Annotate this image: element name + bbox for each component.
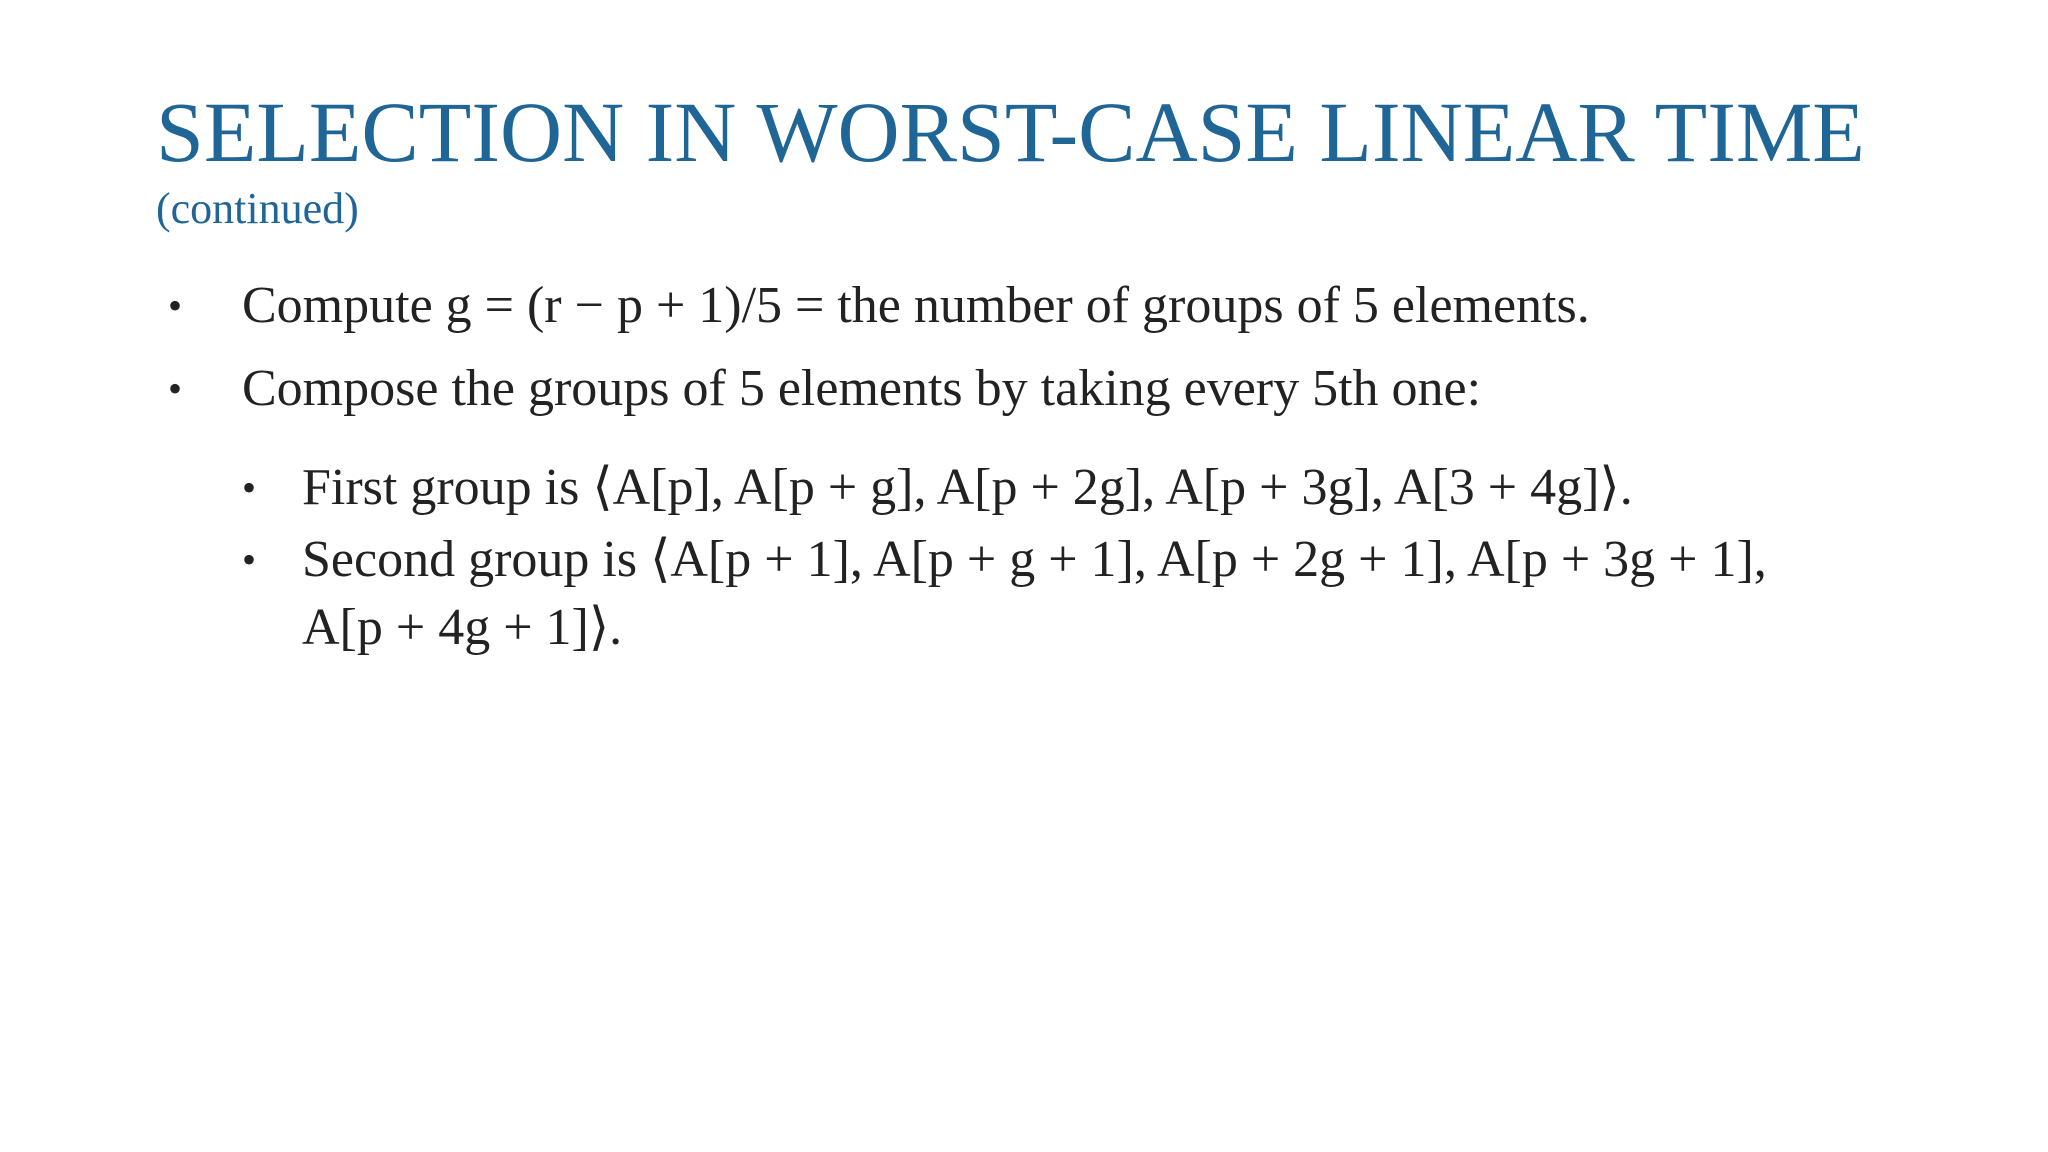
sub-bullet-second-group-continuation: A[p + 4g + 1]⟩. bbox=[302, 599, 623, 656]
sub-bullet-second-group: Second group is ⟨A[p + 1], A[p + g + 1], A[p + 2g + 1], A[p + 3g + 1], bbox=[302, 531, 1767, 588]
sub-bullet-marker: • bbox=[242, 537, 257, 582]
bullet-compose-groups: Compose the groups of 5 elements by taking every 5th one: bbox=[242, 360, 1482, 417]
bullet-compute-g: Compute g = (r − p + 1)/5 = the number of groups of 5 elements. bbox=[242, 277, 1590, 334]
slide-subtitle: (continued) bbox=[156, 184, 359, 233]
slide-title: SELECTION IN WORST-CASE LINEAR TIME bbox=[156, 84, 1865, 180]
sub-bullet-first-group: First group is ⟨A[p], A[p + g], A[p + 2g], A[p + 3g], A[3 + 4g]⟩. bbox=[302, 459, 1633, 516]
bullet-marker: • bbox=[168, 366, 183, 411]
bullet-marker: • bbox=[168, 283, 183, 328]
sub-bullet-marker: • bbox=[242, 465, 257, 510]
